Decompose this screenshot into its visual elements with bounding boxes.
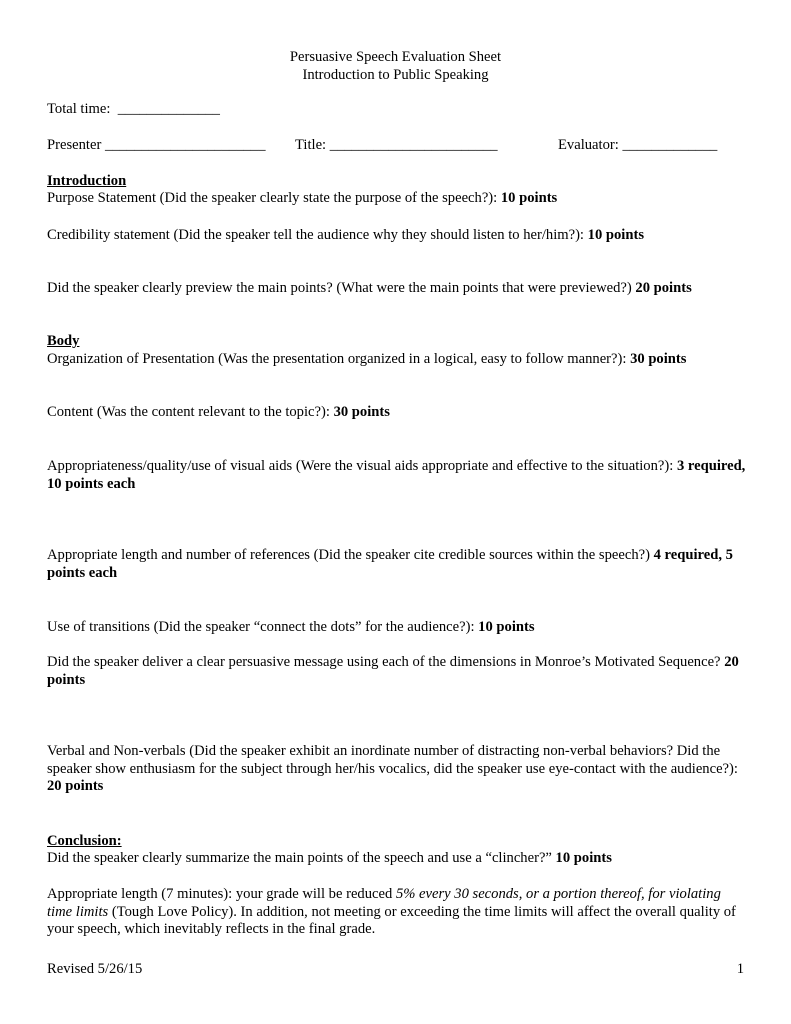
revision-date: Revised 5/26/15 [47, 961, 143, 977]
title-blank: _______________________ [329, 137, 498, 153]
references-item [47, 547, 747, 582]
item-points: 4 required, 5 points each [47, 547, 733, 581]
document-subtitle: Introduction to Public Speaking [302, 67, 489, 83]
item-text: Did the speaker deliver a clear persuasive message using each of the dimensions in Monroe’s Motivated Sequence? [47, 654, 725, 670]
presenter-blank: ______________________ [104, 137, 266, 153]
item-points: 3 required, 10 points each [47, 458, 746, 492]
total-time-field [47, 101, 747, 119]
evaluator-label: Evaluator: [558, 137, 619, 153]
item-points: 10 points [587, 227, 645, 243]
item-points: 10 points [478, 619, 535, 635]
summary-clincher-item [47, 850, 747, 868]
total-time-label: Total time: [47, 101, 111, 117]
item-points: 20 points [47, 778, 104, 794]
evaluator-field [558, 137, 748, 155]
visual-aids-item [47, 458, 747, 493]
note-text: Appropriate length (7 minutes): your grade will be reduced [47, 886, 396, 902]
total-time-blank: ______________ [117, 101, 220, 117]
purpose-statement-item [47, 190, 747, 208]
conclusion-heading: Conclusion: [47, 833, 122, 849]
content-item [47, 404, 747, 422]
organization-item [47, 351, 747, 369]
item-text: Appropriate length and number of references (Did the speaker cite credible sources within the speech?) [47, 547, 654, 563]
time-limit-note [47, 886, 747, 939]
item-points: 10 points [555, 850, 612, 866]
item-text: Verbal and Non-verbals (Did the speaker exhibit an inordinate number of distracting non-verbal behaviors? Did the speaker show enthusiasm for the subject through her/his vocalics, did the speaker use eye-contact with the audience?): [47, 743, 738, 777]
verbal-nonverbal-item [47, 743, 747, 796]
item-text: Did the speaker clearly preview the main points? (What were the main points that were previewed?) [47, 280, 636, 296]
note-italic-text: 5% every 30 seconds, or a portion thereof, for violating time limits [47, 886, 721, 920]
body-heading: Body [47, 333, 80, 349]
item-points: 20 points [635, 280, 692, 296]
item-text: Appropriateness/quality/use of visual aids (Were the visual aids appropriate and effective to the situation?): [47, 458, 677, 474]
note-text: (Tough Love Policy). In addition, not meeting or exceeding the time limits will affect the overall quality of your speech, which inevitably reflects in the final grade. [47, 903, 736, 937]
preview-main-points-item [47, 280, 747, 298]
item-text: Organization of Presentation (Was the presentation organized in a logical, easy to follow manner?): [47, 351, 631, 367]
item-text: Use of transitions (Did the speaker “connect the dots” for the audience?): [47, 619, 479, 635]
transitions-item [47, 619, 747, 637]
evaluator-blank: _____________ [622, 137, 718, 153]
presenter-label: Presenter [47, 137, 102, 153]
item-text: Content (Was the content relevant to the topic?): [47, 404, 334, 420]
item-text: Did the speaker clearly summarize the main points of the speech and use a “clincher?” [47, 850, 556, 866]
title-field [295, 137, 545, 155]
title-label: Title: [295, 137, 327, 153]
introduction-heading: Introduction [47, 173, 127, 189]
persuasive-message-item [47, 654, 747, 689]
credibility-statement-item [47, 227, 747, 245]
item-text: Purpose Statement (Did the speaker clearly state the purpose of the speech?): [47, 190, 501, 206]
item-points: 20 points [47, 654, 739, 688]
item-points: 30 points [630, 351, 687, 367]
item-text: Credibility statement (Did the speaker tell the audience why they should listen to her/him?): [47, 227, 588, 243]
item-points: 10 points [500, 190, 558, 206]
page-number: 1 [736, 961, 744, 977]
item-points: 30 points [333, 404, 390, 420]
document-title: Persuasive Speech Evaluation Sheet [289, 49, 502, 65]
